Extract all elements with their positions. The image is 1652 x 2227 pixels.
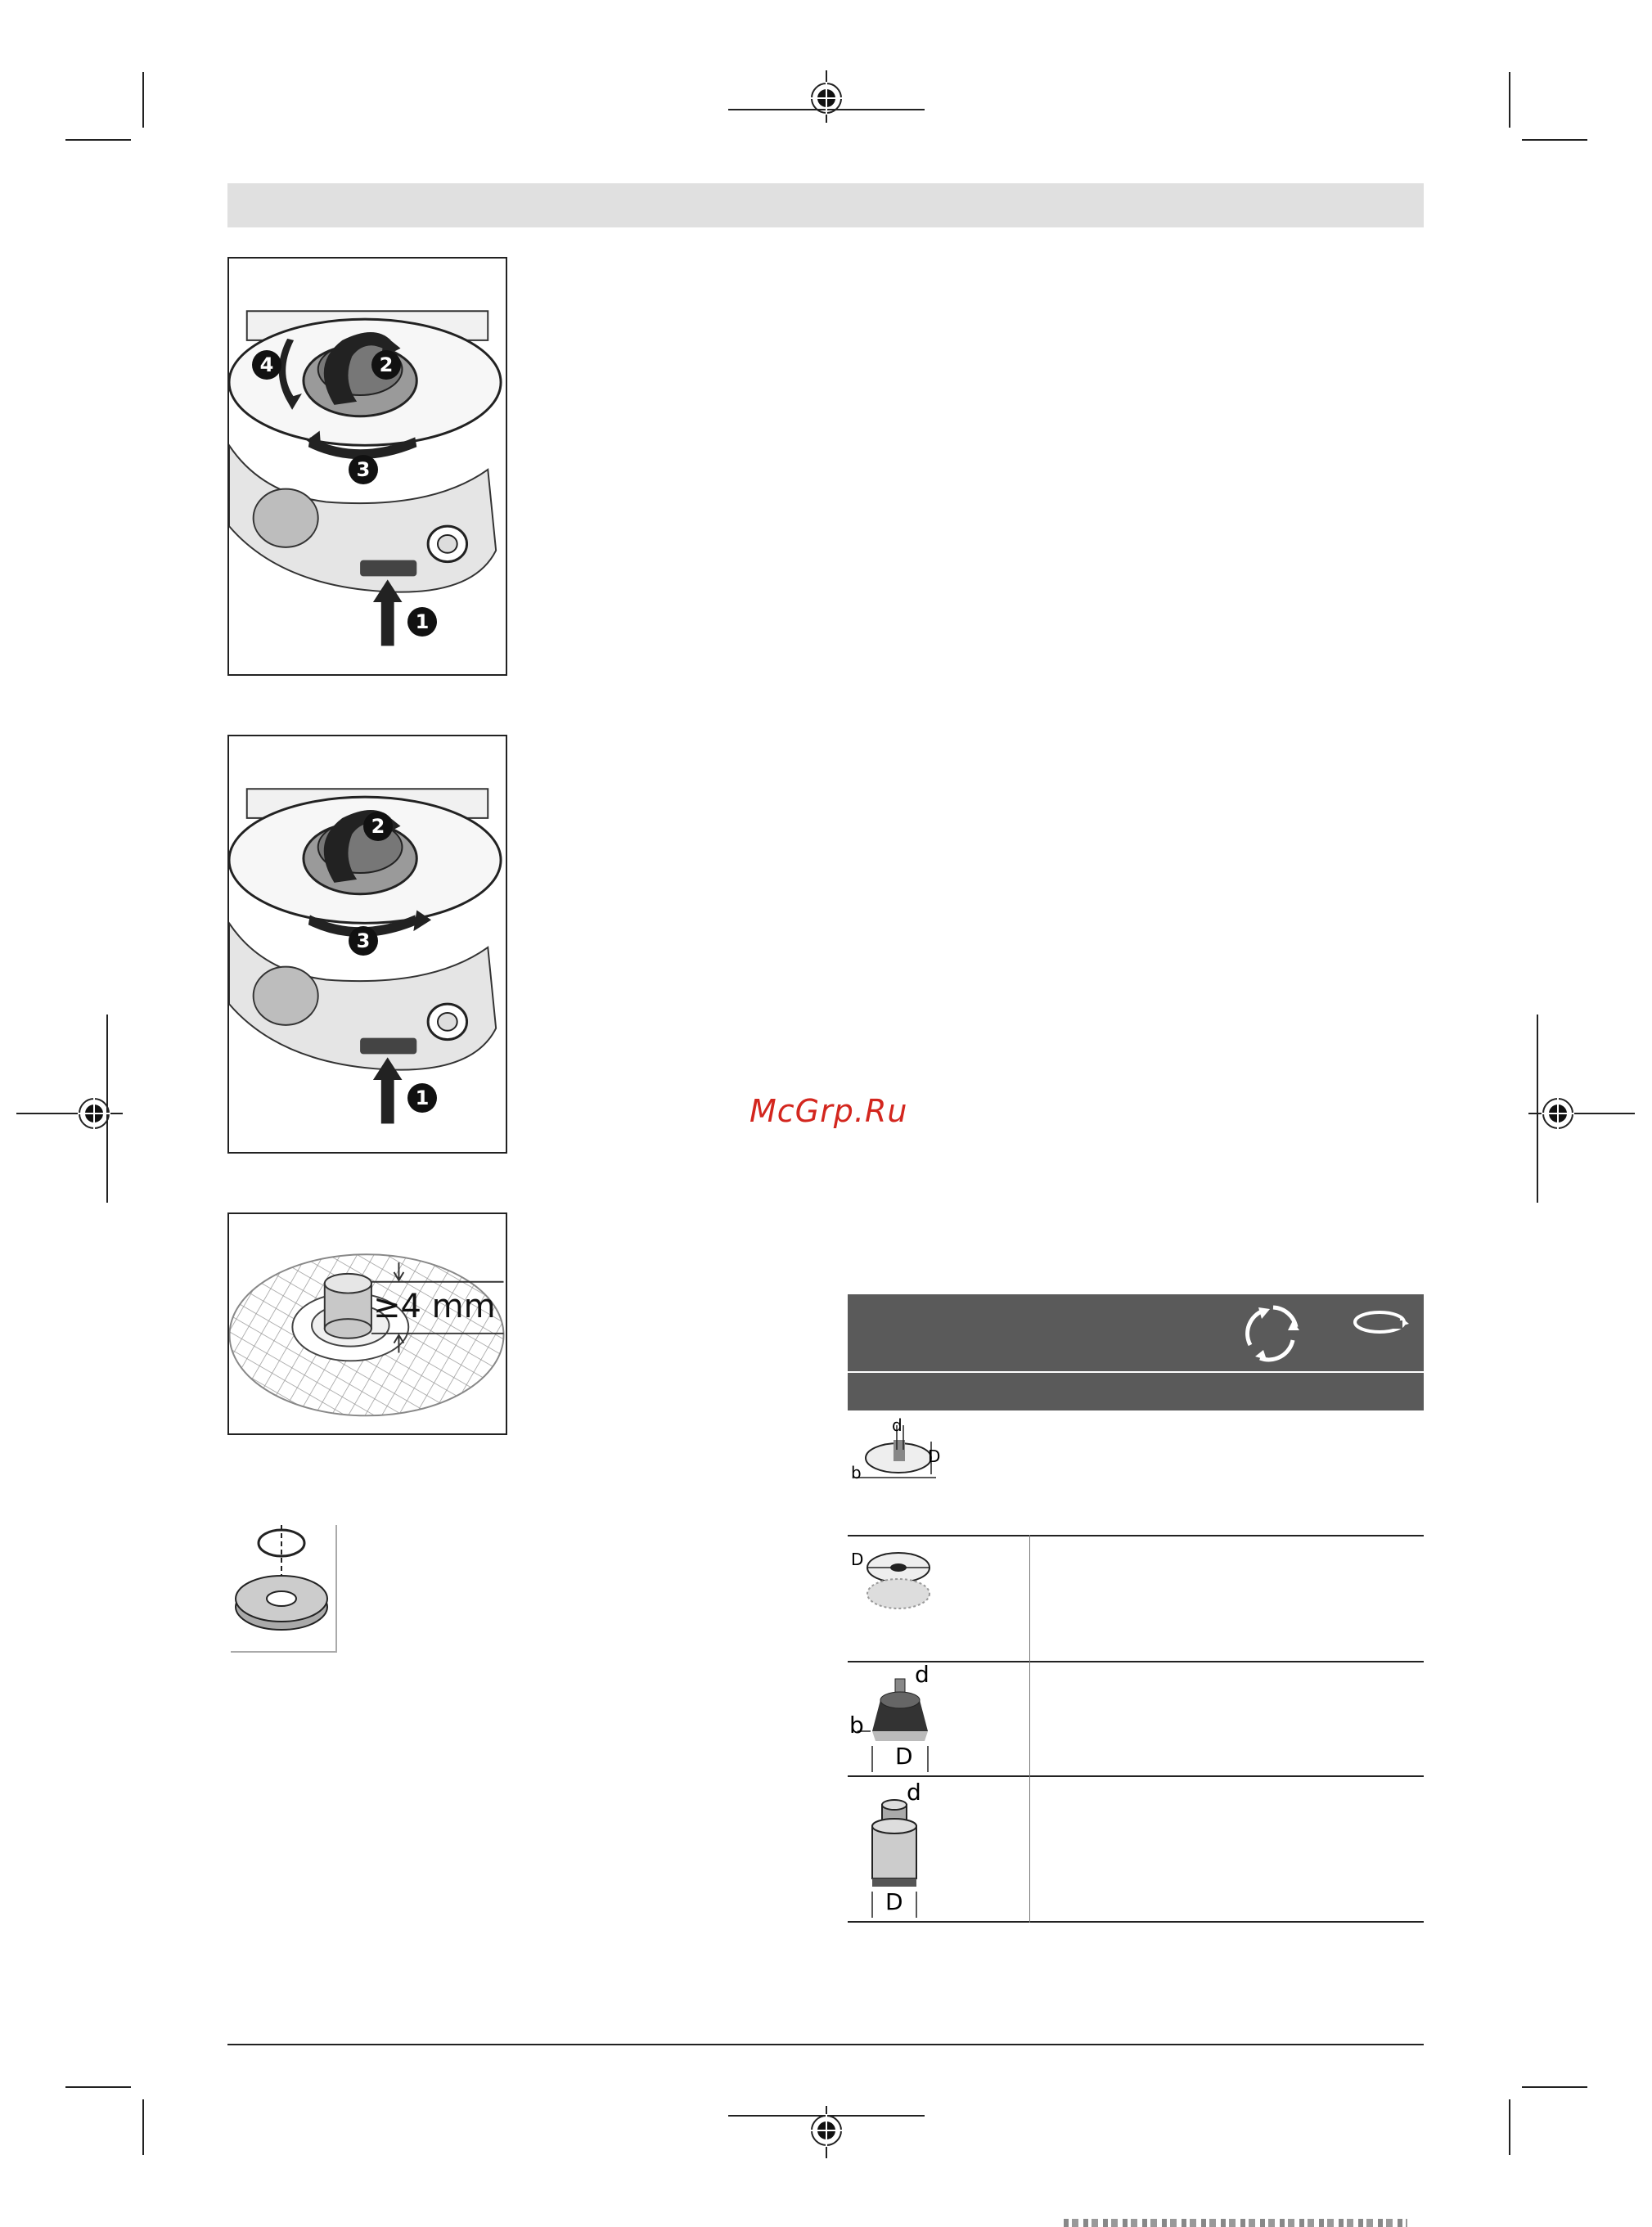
header-band [227,183,1424,227]
registration-mark [16,1085,123,1142]
crop-mark [1509,2099,1510,2155]
figure-disc-ring [231,1525,337,1653]
table-row [848,1662,1424,1775]
dimension-D-label: D [885,1888,903,1915]
figure-spindle-distance [227,1212,507,1435]
dimension-d-label: d [907,1779,921,1806]
figure-disc-removal [227,257,507,676]
dimension-D-label: D [851,1550,864,1569]
callout-2-label: 2 [371,815,385,838]
watermark: McGrp.Ru [749,1093,908,1129]
dimension-b-label: b [851,1463,862,1482]
table-row [848,1777,1424,1921]
dimension-label: ≥4 mm [373,1288,496,1325]
crop-mark [1522,139,1587,141]
table-divider [848,1921,1424,1923]
table-row [848,1536,1424,1661]
table-subheader [848,1373,1424,1410]
callout-3-label: 3 [356,929,371,952]
registration-mark [728,70,925,123]
dimension-d-label: d [915,1661,930,1688]
table-row [848,1410,1424,1535]
callout-2-label: 2 [379,353,394,376]
registration-mark [1528,1085,1635,1142]
dimension-D-label: D [928,1446,941,1466]
clockwise-rotation-icon [1350,1306,1412,1338]
callout-4-label: 4 [259,353,274,376]
crop-mark [142,72,144,128]
callout-4 [252,350,281,380]
crop-mark [142,2099,144,2155]
callout-3 [349,926,378,956]
scan-artifact [1064,2219,1407,2227]
callout-3-label: 3 [356,458,371,481]
registration-mark [728,2106,925,2158]
crop-mark [1522,2086,1587,2088]
callout-1-label: 1 [415,610,430,633]
dimension-b-label: b [849,1712,864,1739]
callout-2 [371,350,401,380]
table-header [848,1294,1424,1371]
figure-disc-fitting [227,735,507,1154]
callout-3 [349,455,378,484]
dimension-D-label: D [895,1743,913,1770]
callout-2 [363,812,393,841]
recycle-rotation-icon [1239,1299,1308,1368]
dimension-d-label: d [892,1415,903,1435]
callout-1 [407,607,437,637]
crop-mark [1509,72,1510,128]
callout-1 [407,1083,437,1113]
crop-mark [65,139,131,141]
footer-rule [227,2044,1424,2045]
callout-1-label: 1 [415,1087,430,1109]
crop-mark [65,2086,131,2088]
disc-ring-illustration [231,1525,335,1651]
table-column-divider [1029,1535,1030,1923]
